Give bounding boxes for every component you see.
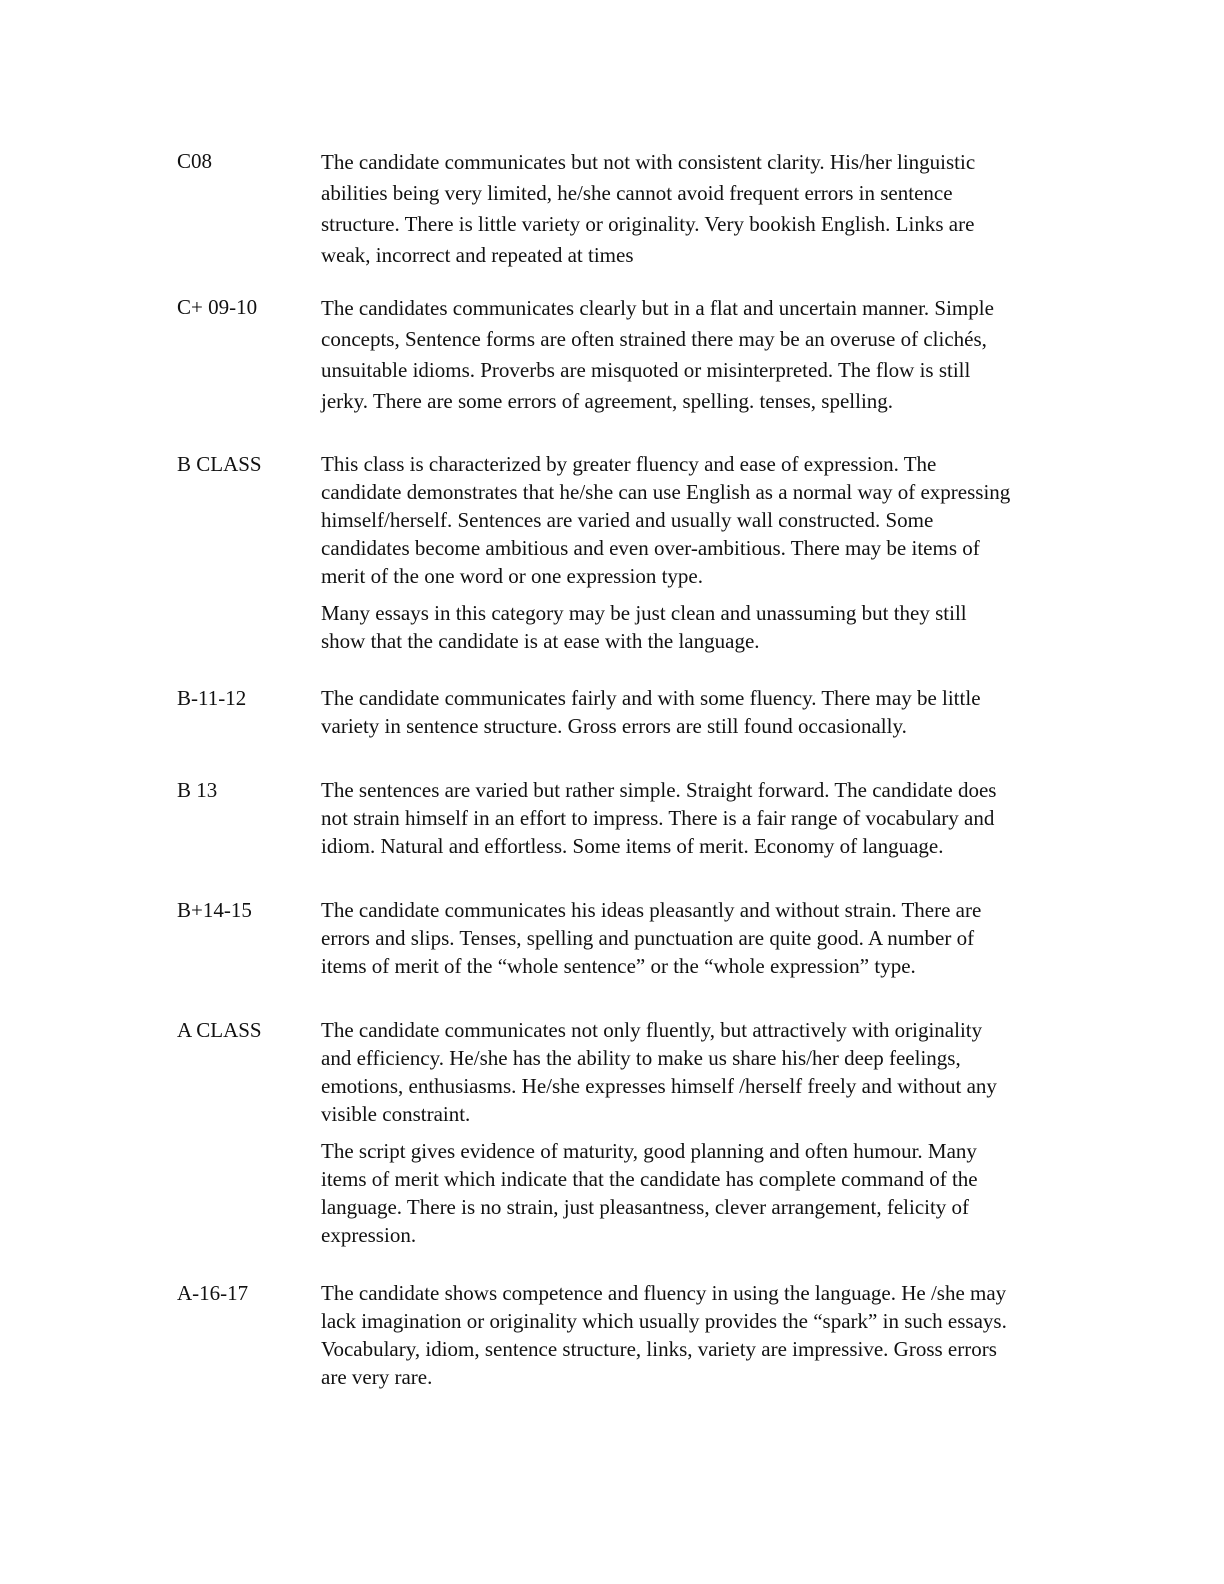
description-line: variety in sentence structure. Gross errors are still found occasionally.	[321, 714, 907, 738]
grade-label: B 13	[177, 778, 218, 802]
description-line: The candidates communicates clearly but in a flat and uncertain manner. Simple	[321, 296, 994, 320]
description-line: weak, incorrect and repeated at times	[321, 243, 634, 267]
description-line: The candidate communicates his ideas pleasantly and without strain. There are	[321, 898, 982, 922]
description-line: Many essays in this category may be just clean and unassuming but they still	[321, 601, 967, 625]
description-paragraph	[321, 147, 1117, 271]
description-line: merit of the one word or one expression type.	[321, 564, 703, 588]
description-line: This class is characterized by greater fluency and ease of expression. The	[321, 452, 937, 476]
description-line: The candidate communicates but not with consistent clarity. His/her linguistic	[321, 150, 976, 174]
grade-description	[321, 293, 1117, 417]
description-paragraph	[321, 450, 1117, 590]
grade-description	[321, 147, 1117, 271]
description-paragraph	[321, 1137, 1117, 1249]
grade-label: B CLASS	[177, 452, 262, 476]
description-paragraph	[321, 896, 1117, 980]
grade-label: C+ 09-10	[177, 295, 258, 319]
description-line: candidates become ambitious and even over-ambitious. There may be items of	[321, 536, 980, 560]
grade-label: C08	[177, 149, 213, 173]
description-line: not strain himself in an effort to impress. There is a fair range of vocabulary and	[321, 806, 995, 830]
description-line: jerky. There are some errors of agreement, spelling. tenses, spelling.	[321, 389, 894, 413]
description-line: concepts, Sentence forms are often strained there may be an overuse of clichés,	[321, 327, 987, 351]
description-line: and efficiency. He/she has the ability to make us share his/her deep feelings,	[321, 1046, 961, 1070]
grade-label: A-16-17	[177, 1281, 249, 1305]
grade-description	[321, 450, 1117, 655]
description-line: himself/herself. Sentences are varied and usually wall constructed. Some	[321, 508, 934, 532]
description-line: language. There is no strain, just pleasantness, clever arrangement, felicity of	[321, 1195, 970, 1219]
description-line: are very rare.	[321, 1365, 433, 1389]
grade-description	[321, 684, 1117, 740]
description-line: idiom. Natural and effortless. Some items of merit. Economy of language.	[321, 834, 944, 858]
description-line: The candidate communicates not only fluently, but attractively with originality	[321, 1018, 983, 1042]
description-paragraph	[321, 293, 1117, 417]
grade-label: B+14-15	[177, 898, 252, 922]
description-line: expression.	[321, 1223, 417, 1247]
description-line: abilities being very limited, he/she cannot avoid frequent errors in sentence	[321, 181, 953, 205]
grade-description	[321, 1279, 1117, 1391]
grade-description	[321, 896, 1117, 980]
description-line: The candidate shows competence and fluency in using the language. He /she may	[321, 1281, 1007, 1305]
description-paragraph	[321, 684, 1117, 740]
description-line: items of merit of the “whole sentence” or the “whole expression” type.	[321, 954, 916, 978]
description-line: The sentences are varied but rather simple. Straight forward. The candidate does	[321, 778, 997, 802]
grade-description	[321, 776, 1117, 860]
description-line: show that the candidate is at ease with the language.	[321, 629, 760, 653]
description-line: Vocabulary, idiom, sentence structure, links, variety are impressive. Gross errors	[321, 1337, 997, 1361]
description-line: The candidate communicates fairly and with some fluency. There may be little	[321, 686, 981, 710]
description-line: lack imagination or originality which usually provides the “spark” in such essays.	[321, 1309, 1007, 1333]
description-line: candidate demonstrates that he/she can use English as a normal way of expressing	[321, 480, 1011, 504]
description-paragraph	[321, 1279, 1117, 1391]
grade-description	[321, 1016, 1117, 1249]
description-paragraph	[321, 1016, 1117, 1128]
grade-label: B-11-12	[177, 686, 247, 710]
description-line: emotions, enthusiasms. He/she expresses himself /herself freely and without any	[321, 1074, 997, 1098]
grade-label: A CLASS	[177, 1018, 262, 1042]
description-paragraph	[321, 599, 1117, 655]
description-line: The script gives evidence of maturity, good planning and often humour. Many	[321, 1139, 977, 1163]
description-line: structure. There is little variety or originality. Very bookish English. Links are	[321, 212, 975, 236]
description-line: errors and slips. Tenses, spelling and punctuation are quite good. A number of	[321, 926, 975, 950]
description-line: unsuitable idioms. Proverbs are misquoted or misinterpreted. The flow is still	[321, 358, 971, 382]
description-line: items of merit which indicate that the candidate has complete command of the	[321, 1167, 978, 1191]
description-line: visible constraint.	[321, 1102, 471, 1126]
description-paragraph	[321, 776, 1117, 860]
